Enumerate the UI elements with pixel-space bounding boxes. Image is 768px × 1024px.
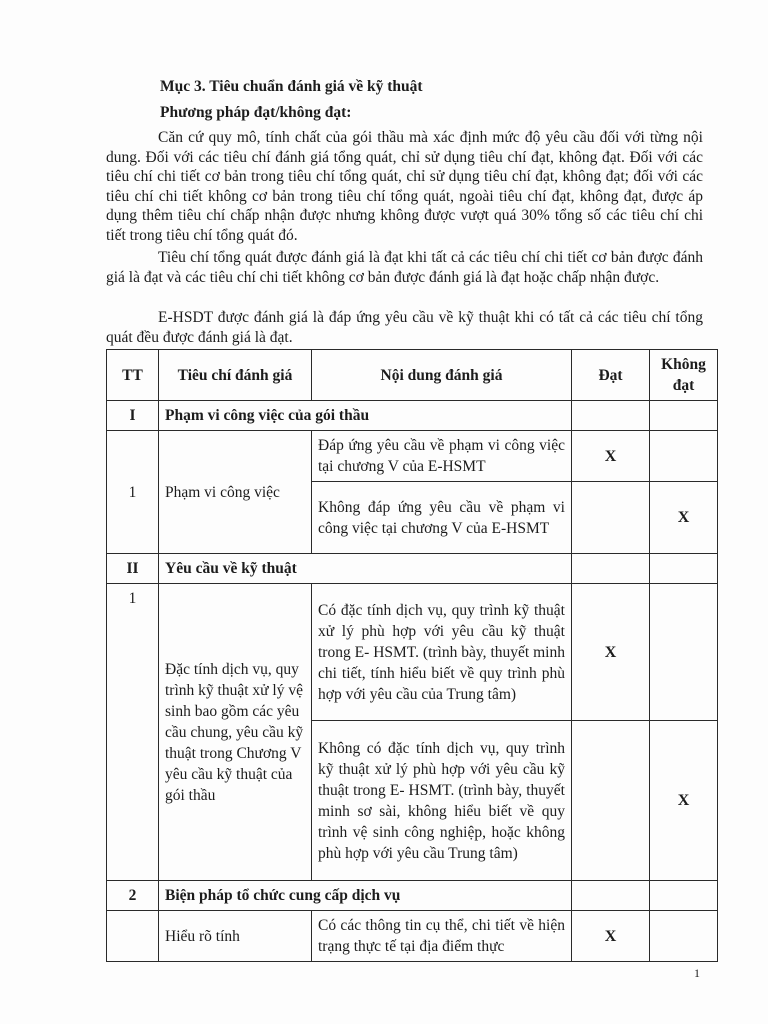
table-header-row xyxy=(107,350,718,401)
section-number: II xyxy=(107,554,159,584)
criteria-cell: Hiểu rõ tính xyxy=(159,911,312,962)
empty-cell xyxy=(572,401,650,431)
section-title: Mục 3. Tiêu chuẩn đánh giá về kỹ thuật xyxy=(160,78,423,95)
pass-mark: X xyxy=(572,584,650,721)
empty-cell xyxy=(572,881,650,911)
section-number: 2 xyxy=(107,881,159,911)
row-number: 1 xyxy=(107,431,159,554)
fail-mark: X xyxy=(650,721,718,881)
paragraph-ehsdt: E-HSDT được đánh giá là đáp ứng yêu cầu về kỹ thuật khi có tất cả các tiêu chí tổng quát đều được đánh giá là đạt. xyxy=(106,309,703,346)
header-tt: TT xyxy=(107,350,159,401)
content-cell: Có các thông tin cụ thể, chi tiết về hiện trạng thực tế tại địa điểm thực xyxy=(312,911,572,962)
section-heading: Yêu cầu về kỹ thuật xyxy=(159,554,572,584)
content-cell: Đáp ứng yêu cầu về phạm vi công việc tại chương V của E-HSMT xyxy=(312,431,572,482)
pass-mark: X xyxy=(572,911,650,962)
empty-cell xyxy=(572,721,650,881)
row-number: 1 xyxy=(107,584,159,881)
content-cell: Có đặc tính dịch vụ, quy trình kỹ thuật xử lý phù hợp với yêu cầu kỹ thuật trong E- HSMT. (trình bày, thuyết minh chi tiết, tính hiểu biết về quy trình phù hợp với yêu cầu của Trung tâm) xyxy=(312,584,572,721)
table-row xyxy=(107,584,718,721)
section-heading: Biện pháp tổ chức cung cấp dịch vụ xyxy=(159,881,572,911)
paragraph-scope: Căn cứ quy mô, tính chất của gói thầu mà xác định mức độ yêu cầu đối với từng nội dung. Đối với các tiêu chí đánh giá tổng quát, chỉ sử dụng tiêu chí đạt, không đạt. Đối với các tiêu chí chi tiết cơ bản trong tiêu chí tổng quát, chỉ sử dụng tiêu chí đạt, không đạt; đối với các tiêu chí chi tiết không cơ bản trong tiêu chí tổng quát, ngoài tiêu chí đạt, không đạt, được áp dụng thêm tiêu chí chấp nhận được nhưng không được vượt quá 30% tổng số các tiêu chí chi tiết trong tiêu chí tổng quát đó. xyxy=(106,129,703,244)
pass-mark: X xyxy=(572,431,650,482)
header-criteria: Tiêu chí đánh giá xyxy=(159,350,312,401)
empty-cell xyxy=(650,881,718,911)
evaluation-table xyxy=(106,349,718,962)
criteria-cell: Đặc tính dịch vụ, quy trình kỹ thuật xử lý vệ sinh bao gồm các yêu cầu chung, yêu cầu kỹ thuật trong Chương V yêu cầu kỹ thuật của gói thầu xyxy=(159,584,312,881)
page-number: 1 xyxy=(694,966,700,980)
empty-cell xyxy=(650,401,718,431)
header-content: Nội dung đánh giá xyxy=(312,350,572,401)
section-heading: Phạm vi công việc của gói thầu xyxy=(159,401,572,431)
empty-cell xyxy=(650,554,718,584)
empty-cell xyxy=(650,911,718,962)
header-fail: Không đạt xyxy=(650,350,718,401)
empty-cell xyxy=(572,482,650,554)
empty-cell xyxy=(650,431,718,482)
section-number: I xyxy=(107,401,159,431)
method-title: Phương pháp đạt/không đạt: xyxy=(160,104,352,121)
content-cell: Không đáp ứng yêu cầu về phạm vi công việc tại chương V của E-HSMT xyxy=(312,482,572,554)
table-row xyxy=(107,431,718,482)
fail-mark: X xyxy=(650,482,718,554)
table-row xyxy=(107,401,718,431)
content-cell: Không có đặc tính dịch vụ, quy trình kỹ thuật xử lý phù hợp với yêu cầu kỹ thuật trong E- HSMT. (trình bày, thuyết minh sơ sài, không hiểu biết về quy trình vệ sinh công nghiệp, hoặc không phù hợp với yêu cầu Trung tâm) xyxy=(312,721,572,881)
table-row xyxy=(107,881,718,911)
empty-cell xyxy=(572,554,650,584)
table-row xyxy=(107,911,718,962)
paragraph-general-criteria: Tiêu chí tổng quát được đánh giá là đạt khi tất cả các tiêu chí chi tiết cơ bản được đánh giá là đạt và các tiêu chí chi tiết không cơ bản được đánh giá là đạt hoặc chấp nhận được. xyxy=(106,249,703,286)
empty-cell xyxy=(107,911,159,962)
criteria-cell: Phạm vi công việc xyxy=(159,431,312,554)
table-row xyxy=(107,554,718,584)
empty-cell xyxy=(650,584,718,721)
header-pass: Đạt xyxy=(572,350,650,401)
